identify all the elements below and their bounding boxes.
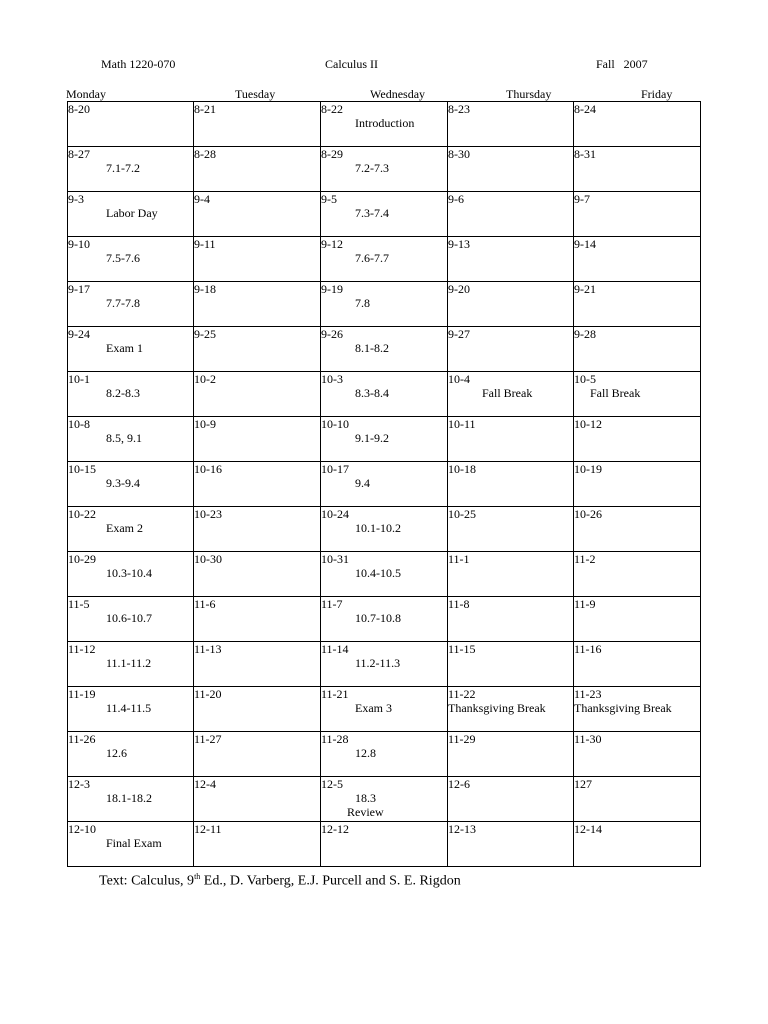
week-row (68, 732, 701, 777)
day-cell (574, 597, 701, 642)
day-cell (574, 507, 701, 552)
cell-date: 11-1 (448, 552, 470, 566)
cell-topic: 11.2-11.3 (355, 656, 401, 670)
cell-date: 9-10 (68, 237, 90, 251)
course-number: Math 1220-070 (101, 57, 176, 71)
cell-date: 10-24 (321, 507, 349, 521)
cell-date: 8-27 (68, 147, 90, 161)
cell-topic: Thanksgiving Break (448, 701, 546, 715)
cell-date: 8-29 (321, 147, 343, 161)
day-cell (574, 417, 701, 462)
cell-date: 11-6 (194, 597, 216, 611)
cell-topic: 9.4 (355, 476, 370, 490)
week-row (68, 372, 701, 417)
day-header-wednesday: Wednesday (370, 87, 426, 101)
cell-date: 9-12 (321, 237, 343, 251)
cell-date: 12-4 (194, 777, 216, 791)
day-cell (574, 372, 701, 417)
day-cell (194, 732, 321, 777)
day-cell (321, 462, 448, 507)
cell-date: 10-26 (574, 507, 602, 521)
day-cell (68, 192, 194, 237)
day-cell (574, 552, 701, 597)
cell-date: 11-7 (321, 597, 343, 611)
day-cell (321, 597, 448, 642)
cell-date: 11-8 (448, 597, 470, 611)
day-cell (574, 777, 701, 822)
cell-topic: 18.1-18.2 (106, 791, 152, 805)
cell-date: 12-5 (321, 777, 343, 791)
day-cell (194, 642, 321, 687)
week-row (68, 327, 701, 372)
day-cell (194, 597, 321, 642)
day-cell (68, 597, 194, 642)
cell-date: 9-26 (321, 327, 343, 341)
day-cell (321, 147, 448, 192)
week-row (68, 507, 701, 552)
day-cell (68, 462, 194, 507)
day-cell (321, 552, 448, 597)
cell-topic: 7.5-7.6 (106, 251, 140, 265)
day-cell (194, 507, 321, 552)
day-cell (448, 732, 574, 777)
cell-topic: 10.6-10.7 (106, 611, 152, 625)
day-header-tuesday: Tuesday (235, 87, 276, 101)
cell-date: 10-5 (574, 372, 596, 386)
cell-date: 11-28 (321, 732, 349, 746)
day-cell (448, 192, 574, 237)
day-cell (448, 147, 574, 192)
cell-date: 11-2 (574, 552, 596, 566)
cell-date: 8-28 (194, 147, 216, 161)
cell-date: 10-3 (321, 372, 343, 386)
cell-date: 11-29 (448, 732, 476, 746)
week-row (68, 552, 701, 597)
cell-date: 10-23 (194, 507, 222, 521)
week-row (68, 192, 701, 237)
cell-date: 8-31 (574, 147, 596, 161)
cell-date: 11-21 (321, 687, 349, 701)
cell-date: 9-14 (574, 237, 596, 251)
day-cell (321, 822, 448, 867)
cell-date: 12-6 (448, 777, 470, 791)
cell-topic: 10.4-10.5 (355, 566, 401, 580)
week-row (68, 687, 701, 732)
day-cell (574, 192, 701, 237)
cell-date: 12-10 (68, 822, 96, 836)
cell-date: 8-20 (68, 102, 90, 116)
cell-topic: Exam 1 (106, 341, 143, 355)
cell-date: 10-8 (68, 417, 90, 431)
day-cell (321, 102, 448, 147)
day-cell (448, 642, 574, 687)
cell-date: 11-23 (574, 687, 602, 701)
cell-date: 9-24 (68, 327, 90, 341)
cell-date: 127 (574, 777, 592, 791)
day-cell (194, 282, 321, 327)
week-row (68, 597, 701, 642)
day-cell (68, 687, 194, 732)
cell-topic: 10.1-10.2 (355, 521, 401, 535)
day-header-friday: Friday (641, 87, 673, 101)
day-cell (321, 732, 448, 777)
day-cell (68, 732, 194, 777)
cell-date: 11-13 (194, 642, 222, 656)
day-cell (194, 237, 321, 282)
day-cell (68, 417, 194, 462)
cell-date: 9-11 (194, 237, 216, 251)
cell-date: 10-31 (321, 552, 349, 566)
cell-date: 10-18 (448, 462, 476, 476)
day-cell (68, 102, 194, 147)
cell-topic: Thanksgiving Break (574, 701, 672, 715)
day-cell (194, 552, 321, 597)
cell-date: 9-6 (448, 192, 464, 206)
cell-date: 10-4 (448, 372, 470, 386)
day-cell (321, 237, 448, 282)
day-cell (321, 417, 448, 462)
schedule-table (67, 101, 701, 867)
cell-topic: 10.7-10.8 (355, 611, 401, 625)
day-cell (321, 642, 448, 687)
cell-topic: 11.1-11.2 (106, 656, 152, 670)
cell-date: 11-12 (68, 642, 96, 656)
day-cell (574, 642, 701, 687)
cell-topic: 8.1-8.2 (355, 341, 389, 355)
cell-topic-secondary: Review (347, 805, 384, 819)
cell-date: 9-5 (321, 192, 337, 206)
day-cell (194, 777, 321, 822)
cell-date: 10-30 (194, 552, 222, 566)
day-cell (68, 237, 194, 282)
cell-date: 10-12 (574, 417, 602, 431)
day-cell (448, 507, 574, 552)
day-cell (448, 597, 574, 642)
cell-date: 9-7 (574, 192, 590, 206)
cell-topic: 7.3-7.4 (355, 206, 389, 220)
day-cell (321, 507, 448, 552)
cell-date: 10-19 (574, 462, 602, 476)
cell-date: 11-19 (68, 687, 96, 701)
cell-topic: 7.8 (355, 296, 370, 310)
cell-date: 10-17 (321, 462, 349, 476)
cell-date: 9-17 (68, 282, 90, 296)
day-cell (194, 417, 321, 462)
cell-date: 11-5 (68, 597, 90, 611)
week-row (68, 237, 701, 282)
day-cell (574, 822, 701, 867)
cell-date: 11-30 (574, 732, 602, 746)
cell-date: 9-20 (448, 282, 470, 296)
week-row (68, 102, 701, 147)
cell-topic: 7.2-7.3 (355, 161, 389, 175)
day-cell (448, 552, 574, 597)
day-cell (574, 237, 701, 282)
day-cell (448, 777, 574, 822)
day-cell (68, 822, 194, 867)
cell-topic: 18.3 (355, 791, 376, 805)
edition-superscript: th (194, 872, 201, 881)
cell-date: 11-26 (68, 732, 96, 746)
day-cell (574, 147, 701, 192)
cell-topic: 7.7-7.8 (106, 296, 140, 310)
cell-topic: 8.3-8.4 (355, 386, 389, 400)
cell-topic: 12.6 (106, 746, 127, 760)
cell-date: 10-25 (448, 507, 476, 521)
day-cell (448, 237, 574, 282)
cell-date: 9-27 (448, 327, 470, 341)
cell-date: 11-15 (448, 642, 476, 656)
cell-topic: 12.8 (355, 746, 376, 760)
cell-date: 11-22 (448, 687, 476, 701)
day-cell (194, 687, 321, 732)
textbook-authors: Ed., D. Varberg, E.J. Purcell and S. E. Rigdon (200, 873, 461, 889)
cell-date: 9-21 (574, 282, 596, 296)
day-cell (448, 327, 574, 372)
cell-date: 12-14 (574, 822, 602, 836)
day-cell (194, 462, 321, 507)
cell-date: 10-15 (68, 462, 96, 476)
day-cell (68, 372, 194, 417)
course-title: Calculus II (325, 57, 378, 71)
cell-date: 12-12 (321, 822, 349, 836)
cell-topic: Labor Day (106, 206, 158, 220)
day-cell (448, 687, 574, 732)
day-cell (448, 417, 574, 462)
cell-date: 11-20 (194, 687, 222, 701)
cell-date: 11-27 (194, 732, 222, 746)
day-cell (194, 147, 321, 192)
day-cell (68, 327, 194, 372)
cell-date: 8-30 (448, 147, 470, 161)
day-cell (194, 822, 321, 867)
day-cell (321, 777, 448, 822)
cell-date: 12-3 (68, 777, 90, 791)
week-row (68, 147, 701, 192)
day-cell (574, 732, 701, 777)
day-cell (68, 147, 194, 192)
cell-topic: 7.6-7.7 (355, 251, 389, 265)
day-header-monday: Monday (66, 87, 106, 101)
day-cell (574, 282, 701, 327)
cell-date: 10-1 (68, 372, 90, 386)
day-cell (68, 642, 194, 687)
day-cell (321, 282, 448, 327)
cell-date: 8-22 (321, 102, 343, 116)
day-cell (574, 102, 701, 147)
cell-topic: Fall Break (590, 386, 641, 400)
cell-date: 12-13 (448, 822, 476, 836)
cell-date: 9-3 (68, 192, 84, 206)
week-row (68, 777, 701, 822)
cell-topic: 9.3-9.4 (106, 476, 140, 490)
day-cell (194, 372, 321, 417)
cell-topic: Fall Break (482, 386, 533, 400)
cell-date: 8-24 (574, 102, 596, 116)
cell-topic: Introduction (355, 116, 415, 130)
cell-date: 10-11 (448, 417, 476, 431)
day-cell (448, 102, 574, 147)
day-cell (321, 687, 448, 732)
term: Fall 2007 (596, 57, 648, 71)
day-header-thursday: Thursday (506, 87, 552, 101)
cell-date: 10-2 (194, 372, 216, 386)
cell-date: 9-25 (194, 327, 216, 341)
cell-date: 11-16 (574, 642, 602, 656)
cell-date: 11-14 (321, 642, 349, 656)
cell-date: 9-4 (194, 192, 210, 206)
cell-topic: Exam 2 (106, 521, 143, 535)
week-row (68, 642, 701, 687)
day-cell (448, 282, 574, 327)
textbook-reference (99, 872, 461, 890)
cell-date: 8-21 (194, 102, 216, 116)
cell-date: 10-10 (321, 417, 349, 431)
cell-date: 10-22 (68, 507, 96, 521)
day-cell (321, 327, 448, 372)
cell-topic: 8.2-8.3 (106, 386, 140, 400)
day-cell (448, 372, 574, 417)
day-cell (68, 777, 194, 822)
cell-topic: 11.4-11.5 (106, 701, 152, 715)
cell-date: 9-28 (574, 327, 596, 341)
cell-date: 10-9 (194, 417, 216, 431)
day-cell (448, 822, 574, 867)
cell-topic: Final Exam (106, 836, 162, 850)
cell-topic: 7.1-7.2 (106, 161, 140, 175)
cell-topic: 9.1-9.2 (355, 431, 389, 445)
cell-date: 9-13 (448, 237, 470, 251)
day-cell (574, 327, 701, 372)
day-cell (574, 462, 701, 507)
day-cell (68, 282, 194, 327)
day-cell (194, 192, 321, 237)
textbook-text: Text: Calculus, 9 (99, 873, 195, 889)
cell-date: 8-23 (448, 102, 470, 116)
day-cell (68, 552, 194, 597)
cell-date: 10-29 (68, 552, 96, 566)
cell-topic: Exam 3 (355, 701, 392, 715)
day-cell (68, 507, 194, 552)
day-cell (321, 192, 448, 237)
cell-date: 12-11 (194, 822, 222, 836)
week-row (68, 462, 701, 507)
day-cell (574, 687, 701, 732)
cell-date: 9-19 (321, 282, 343, 296)
cell-topic: 10.3-10.4 (106, 566, 152, 580)
week-row (68, 822, 701, 867)
cell-date: 11-9 (574, 597, 596, 611)
day-cell (194, 327, 321, 372)
cell-date: 9-18 (194, 282, 216, 296)
week-row (68, 417, 701, 462)
cell-date: 10-16 (194, 462, 222, 476)
cell-topic: 8.5, 9.1 (106, 431, 142, 445)
day-cell (448, 462, 574, 507)
week-row (68, 282, 701, 327)
day-cell (321, 372, 448, 417)
day-cell (194, 102, 321, 147)
